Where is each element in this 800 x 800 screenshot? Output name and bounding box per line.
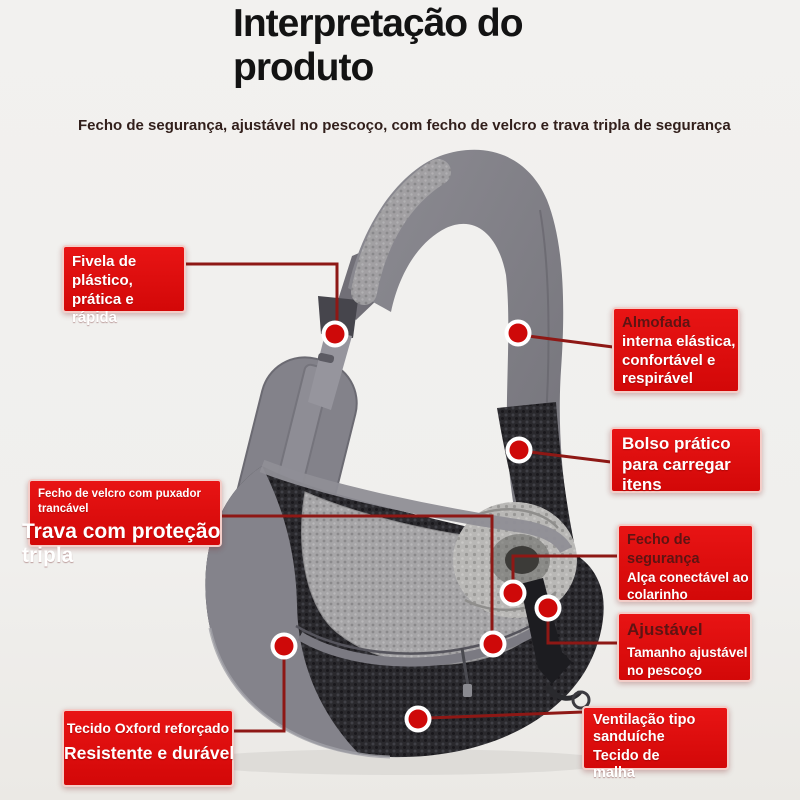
dot-trava bbox=[480, 631, 507, 658]
callout-heading: Fecho de segurança bbox=[627, 532, 700, 567]
page-subtitle: Fecho de segurança, ajustável no pescoço, com fecho de velcro e trava tripla de segurança bbox=[78, 117, 731, 134]
callout-ventilacao bbox=[582, 706, 729, 782]
leader-fivela bbox=[186, 264, 337, 330]
callout-text: Fivela de plástico, prática e rápida bbox=[72, 253, 137, 327]
callout-trava bbox=[22, 479, 222, 568]
callout-heading: Almofada bbox=[622, 314, 691, 331]
callout-heading: Ajustável bbox=[627, 620, 703, 639]
dot-fecho-seguranca bbox=[500, 580, 527, 607]
callout-text-2: Tecido de malha bbox=[593, 748, 660, 782]
dot-almofada bbox=[505, 320, 532, 347]
callout-text: interna elástica, confortável e respirável bbox=[622, 332, 736, 388]
page-title: Interpretação do produto bbox=[233, 2, 523, 90]
callout-text: Tamanho ajustável no pescoço bbox=[627, 645, 748, 678]
callout-almofada bbox=[612, 307, 740, 393]
callout-small-text: Fecho de velcro com puxador trancável bbox=[38, 488, 201, 515]
dot-fivela bbox=[322, 321, 349, 348]
callout-ajustavel bbox=[617, 612, 752, 682]
callout-tecido-oxford bbox=[62, 709, 234, 787]
callout-text: Tecido Oxford reforçado bbox=[66, 720, 230, 736]
callout-fivela bbox=[62, 245, 186, 327]
callout-bolso bbox=[610, 427, 762, 493]
dot-bolso bbox=[506, 437, 533, 464]
dot-ajustavel bbox=[535, 595, 562, 622]
callout-text: Bolso prático para carregar itens bbox=[622, 434, 731, 495]
callout-text-2: Resistente e durável bbox=[64, 743, 235, 764]
callout-fecho-seguranca bbox=[617, 524, 754, 602]
dot-ventilacao bbox=[405, 706, 432, 733]
callout-text: Alça conectável ao colarinho bbox=[627, 569, 749, 602]
callout-text: Ventilação tipo sanduíche bbox=[593, 712, 696, 746]
callout-text: Trava com proteção tripla bbox=[22, 519, 221, 568]
dot-tecido-oxford bbox=[271, 633, 298, 660]
